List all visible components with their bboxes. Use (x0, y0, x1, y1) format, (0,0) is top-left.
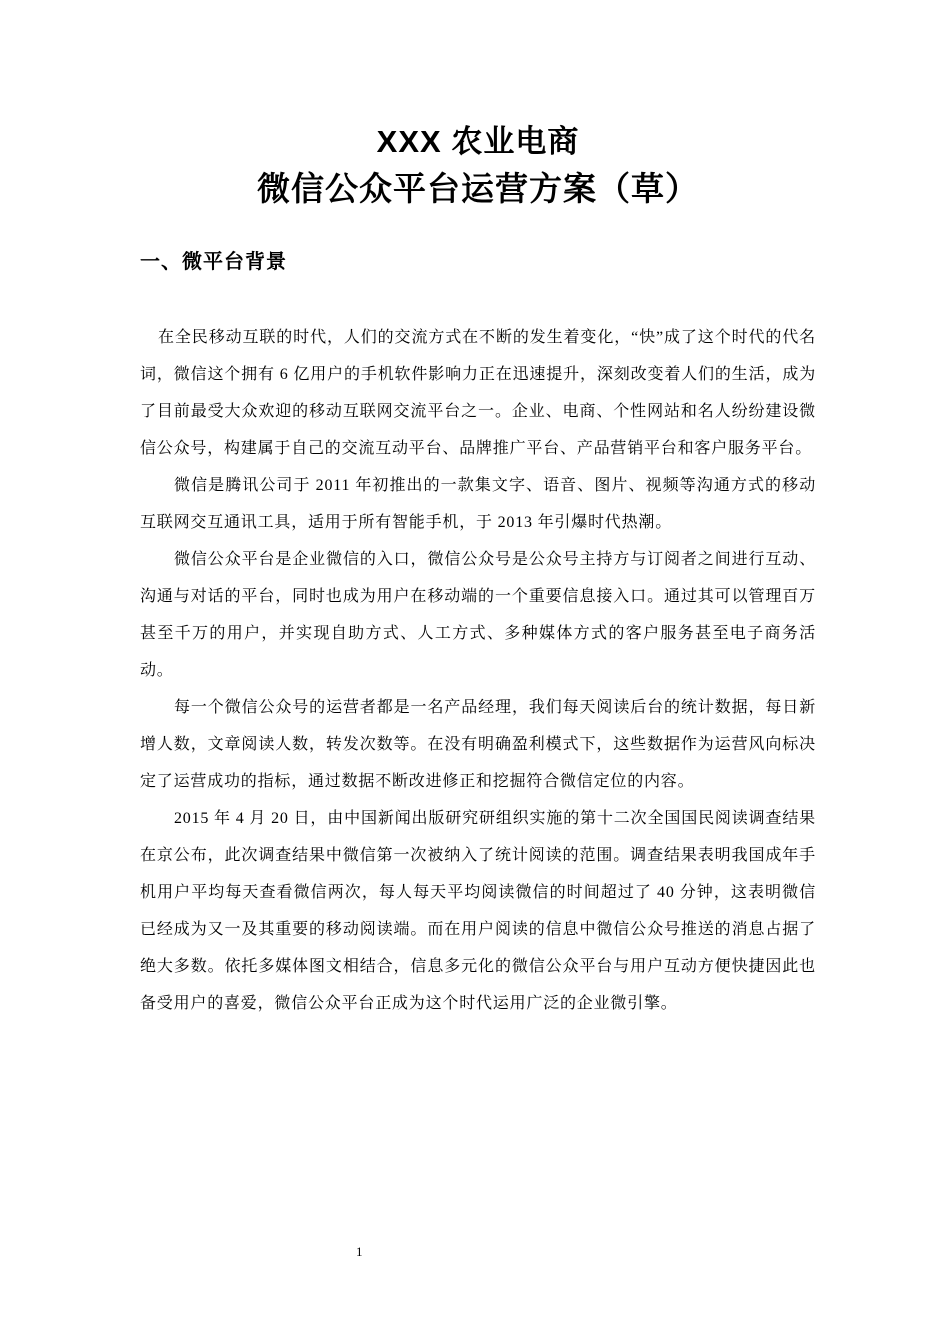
paragraph-4: 每一个微信公众号的运营者都是一名产品经理，我们每天阅读后台的统计数据，每日新增人数，文章阅读人数，转发次数等。在没有明确盈利模式下，这些数据作为运营风向标决定了运营成功的指标，通过数据不断改进修正和挖掘符合微信定位的内容。 (140, 699, 816, 790)
paragraph-3: 微信公众平台是企业微信的入口，微信公众号是公众号主持方与订阅者之间进行互动、沟通与对话的平台，同时也成为用户在移动端的一个重要信息接入口。通过其可以管理百万甚至千万的用户，并实现自助方式、人工方式、多种媒体方式的客户服务甚至电子商务活动。 (140, 551, 816, 679)
paragraph-2: 微信是腾讯公司于 2011 年初推出的一款集文字、语音、图片、视频等沟通方式的移动互联网交互通讯工具，适用于所有智能手机，于 2013 年引爆时代热潮。 (140, 477, 816, 531)
body-text (140, 319, 816, 1022)
document-title-line-1: XXX 农业电商 (376, 124, 580, 159)
section-heading: 一、微平台背景 (140, 251, 287, 273)
page-number: 1 (356, 1244, 363, 1259)
paragraph-1: 在全民移动互联的时代，人们的交流方式在不断的发生着变化，“快”成了这个时代的代名词，微信这个拥有 6 亿用户的手机软件影响力正在迅速提升，深刻改变着人们的生活，成为了目前最受大众欢迎的移动互联网交流平台之一。企业、电商、个性网站和名人纷纷建设微信公众号，构建属于自己的交流互动平台、品牌推广平台、产品营销平台和客户服务平台。 (140, 329, 816, 457)
document-title-line-2: 微信公众平台运营方案（草） (257, 170, 699, 207)
paragraph-5: 2015 年 4 月 20 日，由中国新闻出版研究研组织实施的第十二次全国国民阅读调查结果在京公布，此次调查结果中微信第一次被纳入了统计阅读的范围。调查结果表明我国成年手机用户平均每天查看微信两次，每人每天平均阅读微信的时间超过了 40 分钟，这表明微信已经成为又一及其重要的移动阅读端。而在用户阅读的信息中微信公众号推送的消息占据了绝大多数。依托多媒体图文相结合，信息多元化的微信公众平台与用户互动方便快捷因此也备受用户的喜爱，微信公众平台正成为这个时代运用广泛的企业微引擎。 (140, 810, 816, 1012)
